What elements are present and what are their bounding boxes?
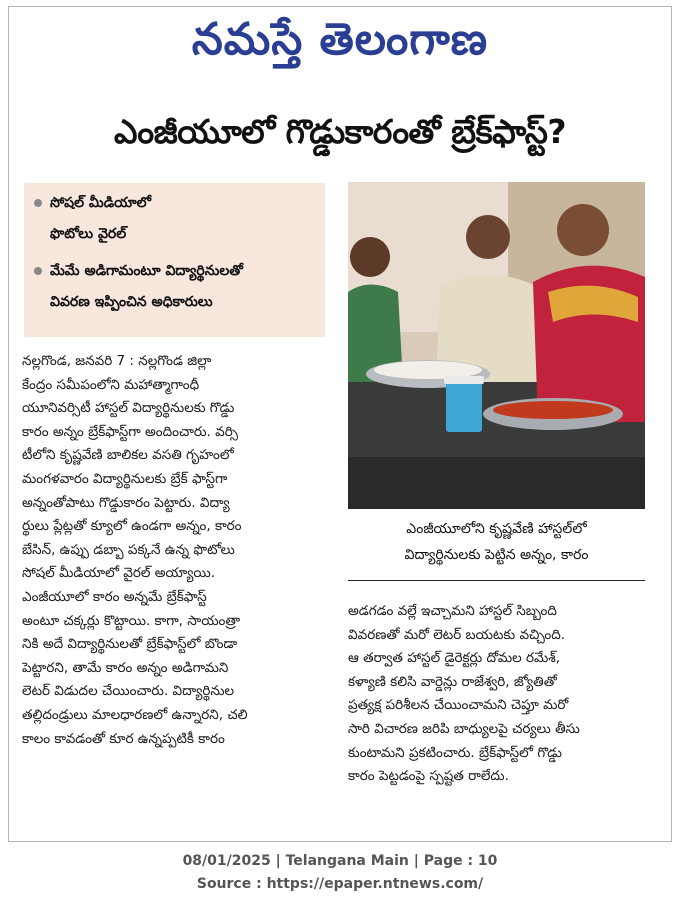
highlight-line: వివరణ ఇప్పించిన అధికారులు [50, 294, 213, 310]
photo-caption [348, 516, 645, 568]
highlight-item [34, 195, 151, 245]
news-photo [348, 182, 645, 509]
bullet-icon [34, 199, 42, 207]
caption-divider [348, 580, 645, 581]
highlight-line: మేమే అడిగామంటూ విద్యార్థినులతో [50, 263, 243, 279]
masthead: నమస్తే తెలంగాణ [191, 14, 489, 65]
article-line: ఆ తర్వాత హాస్టల్ డైరెక్టర్లు దోమల రమేశ్, [348, 650, 561, 667]
footer-date-edition: 08/01/2025 | Telangana Main | Page : 10 [182, 853, 498, 869]
article-line: కుంటామని ప్రకటించారు. బ్రేక్‌ఫాస్ట్‌లో గొడ్డు [348, 744, 562, 761]
article-line: ర్థులు ప్లేట్లతో క్యూలో ఉండగా అన్నం, కారం [22, 518, 242, 535]
article-line: ప్రత్యక్ష పరిశీలన చేయించామని చెప్తూ మరో [348, 697, 569, 714]
highlights-box [24, 183, 325, 337]
highlight-line: సోషల్ మీడియాలో [50, 195, 151, 211]
article-line: కాలం కావడంతో కూర ఉన్నప్పటికీ కారం [22, 730, 225, 747]
article-line: వివరణతో మరో లెటర్ బయటకు వచ్చింది. [348, 626, 566, 643]
article-line: అన్నంతోపాటు గొడ్డుకారం పెట్టారు. విద్యా [22, 494, 230, 511]
highlight-line: ఫొటోలు వైరల్ [50, 226, 127, 242]
article-line: అంటూ చక్కర్లు కొట్టాయి. కాగా, సాయంత్రా [22, 612, 241, 629]
article-line: పెట్టారని, తామే కారం అన్నం అడిగామని [22, 659, 229, 676]
article-line: సోషల్ మీడియాలో వైరల్ అయ్యాయి. [22, 565, 216, 582]
article-column-right [348, 600, 650, 789]
article-line: బేసిన్, ఉప్పు డబ్బా పక్కనే ఉన్న ఫొటోలు [22, 541, 235, 558]
article-line: తల్లిదండ్రులు మాలధారణలో ఉన్నారని, చలి [22, 706, 248, 723]
article-column-left [22, 350, 328, 751]
article-line: టీలోని కృష్ణవేణి బాలికల వసతి గృహంలో [22, 447, 234, 464]
article-line: అడగడం వల్లే ఇచ్చామని హాస్టల్ సిబ్బంది [348, 603, 557, 619]
article-line: లెటర్ విడుదల చేయించారు. విద్యార్థినుల [22, 683, 235, 700]
article-line: కళ్యాణి కలిసి వార్డెన్లు రాజేశ్వరి, జ్యోతితో [348, 673, 557, 690]
article-line: సారి విచారణ జరిపి బాధ్యులపై చర్యలు తీసు [348, 720, 580, 737]
article-line: మంగళవారం విద్యార్థినులకు బ్రేక్ ఫాస్ట్‌గా [22, 470, 228, 487]
headline: ఎంజీయూలో గొడ్డుకారంతో బ్రేక్‌ఫాస్ట్? [113, 112, 567, 151]
article-line: ఎంజీయూలో కారం అన్నమే బ్రేక్‌ఫాస్ట్ [22, 588, 207, 605]
photo-illustration [348, 182, 645, 509]
caption-line: ఎంజీయూలోని కృష్ణవేణి హాస్టల్‌లో [406, 521, 587, 537]
article-line: యూనివర్సిటీ హాస్టల్ విద్యార్థినులకు గొడ్డు [22, 400, 235, 417]
footer-source: Source : https://epaper.ntnews.com/ [196, 876, 484, 892]
article-line: నల్లగొండ, జనవరి 7 : నల్లగొండ జిల్లా [22, 353, 212, 369]
bullet-icon [34, 267, 42, 275]
highlight-item [34, 263, 243, 313]
article-line: కారం పెట్టడంపై స్పష్టత రాలేదు. [348, 768, 509, 785]
caption-line: విద్యార్థినులకు పెట్టిన అన్నం, కారం [404, 547, 589, 563]
article-line: నికి అదే విద్యార్థినులతో బ్రేక్‌ఫాస్ట్‌లో బొండా [22, 636, 238, 653]
article-line: కారం అన్నం బ్రేక్‌ఫాస్ట్‌గా అందించారు. వర్సి [22, 423, 238, 440]
article-line: కేంద్రం సమీపంలోని మహాత్మాగాంధీ [22, 376, 200, 393]
